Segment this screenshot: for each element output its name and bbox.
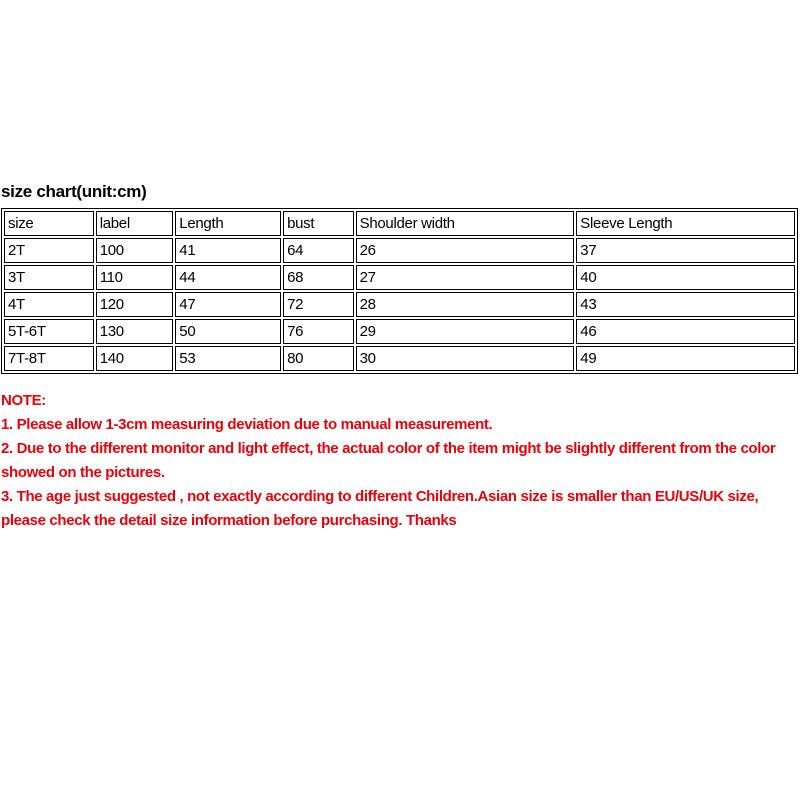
table-row [4, 346, 795, 371]
header-cell-sleeve-length: Sleeve Length [576, 211, 795, 236]
table-cell-bust: 72 [283, 292, 354, 317]
table-cell-label: 130 [96, 319, 174, 344]
notes-heading: NOTE: [1, 392, 46, 409]
note-item: 3. The age just suggested , not exactly according to different Children.Asian size is smaller than EU/US/UK size, please check the detail size information before purchasing. Thanks [1, 488, 759, 529]
header-cell-shoulder-width: Shoulder width [356, 211, 575, 236]
table-cell-length: 47 [175, 292, 281, 317]
table-row [4, 238, 795, 263]
header-cell-length: Length [175, 211, 281, 236]
table-cell-bust: 64 [283, 238, 354, 263]
table-cell-length: 41 [175, 238, 281, 263]
size-chart-table [1, 208, 798, 374]
table-cell-shoulder-width: 29 [356, 319, 575, 344]
table-cell-label: 120 [96, 292, 174, 317]
note-item: 1. Please allow 1-3cm measuring deviation due to manual measurement. [1, 416, 493, 433]
table-cell-size: 5T-6T [4, 319, 94, 344]
table-cell-size: 2T [4, 238, 94, 263]
table-cell-label: 110 [96, 265, 174, 290]
table-cell-length: 53 [175, 346, 281, 371]
table-cell-sleeve-length: 40 [576, 265, 795, 290]
table-cell-bust: 76 [283, 319, 354, 344]
table-cell-sleeve-length: 37 [576, 238, 795, 263]
table-header-row [4, 211, 795, 236]
table-cell-bust: 68 [283, 265, 354, 290]
notes-section [1, 389, 797, 533]
table-cell-shoulder-width: 30 [356, 346, 575, 371]
header-cell-label: label [96, 211, 174, 236]
note-item: 2. Due to the different monitor and light effect, the actual color of the item might be slightly different from the color showed on the pictures. [1, 440, 776, 481]
table-row [4, 319, 795, 344]
table-cell-size: 7T-8T [4, 346, 94, 371]
table-cell-label: 140 [96, 346, 174, 371]
table-cell-label: 100 [96, 238, 174, 263]
table-cell-sleeve-length: 46 [576, 319, 795, 344]
table-cell-shoulder-width: 26 [356, 238, 575, 263]
table-cell-length: 50 [175, 319, 281, 344]
table-cell-size: 4T [4, 292, 94, 317]
table-row [4, 292, 795, 317]
table-cell-size: 3T [4, 265, 94, 290]
table-cell-sleeve-length: 43 [576, 292, 795, 317]
table-cell-bust: 80 [283, 346, 354, 371]
table-cell-sleeve-length: 49 [576, 346, 795, 371]
table-cell-shoulder-width: 28 [356, 292, 575, 317]
table-cell-length: 44 [175, 265, 281, 290]
table-row [4, 265, 795, 290]
header-cell-bust: bust [283, 211, 354, 236]
table-cell-shoulder-width: 27 [356, 265, 575, 290]
size-chart-title: size chart(unit:cm) [1, 182, 147, 201]
header-cell-size: size [4, 211, 94, 236]
